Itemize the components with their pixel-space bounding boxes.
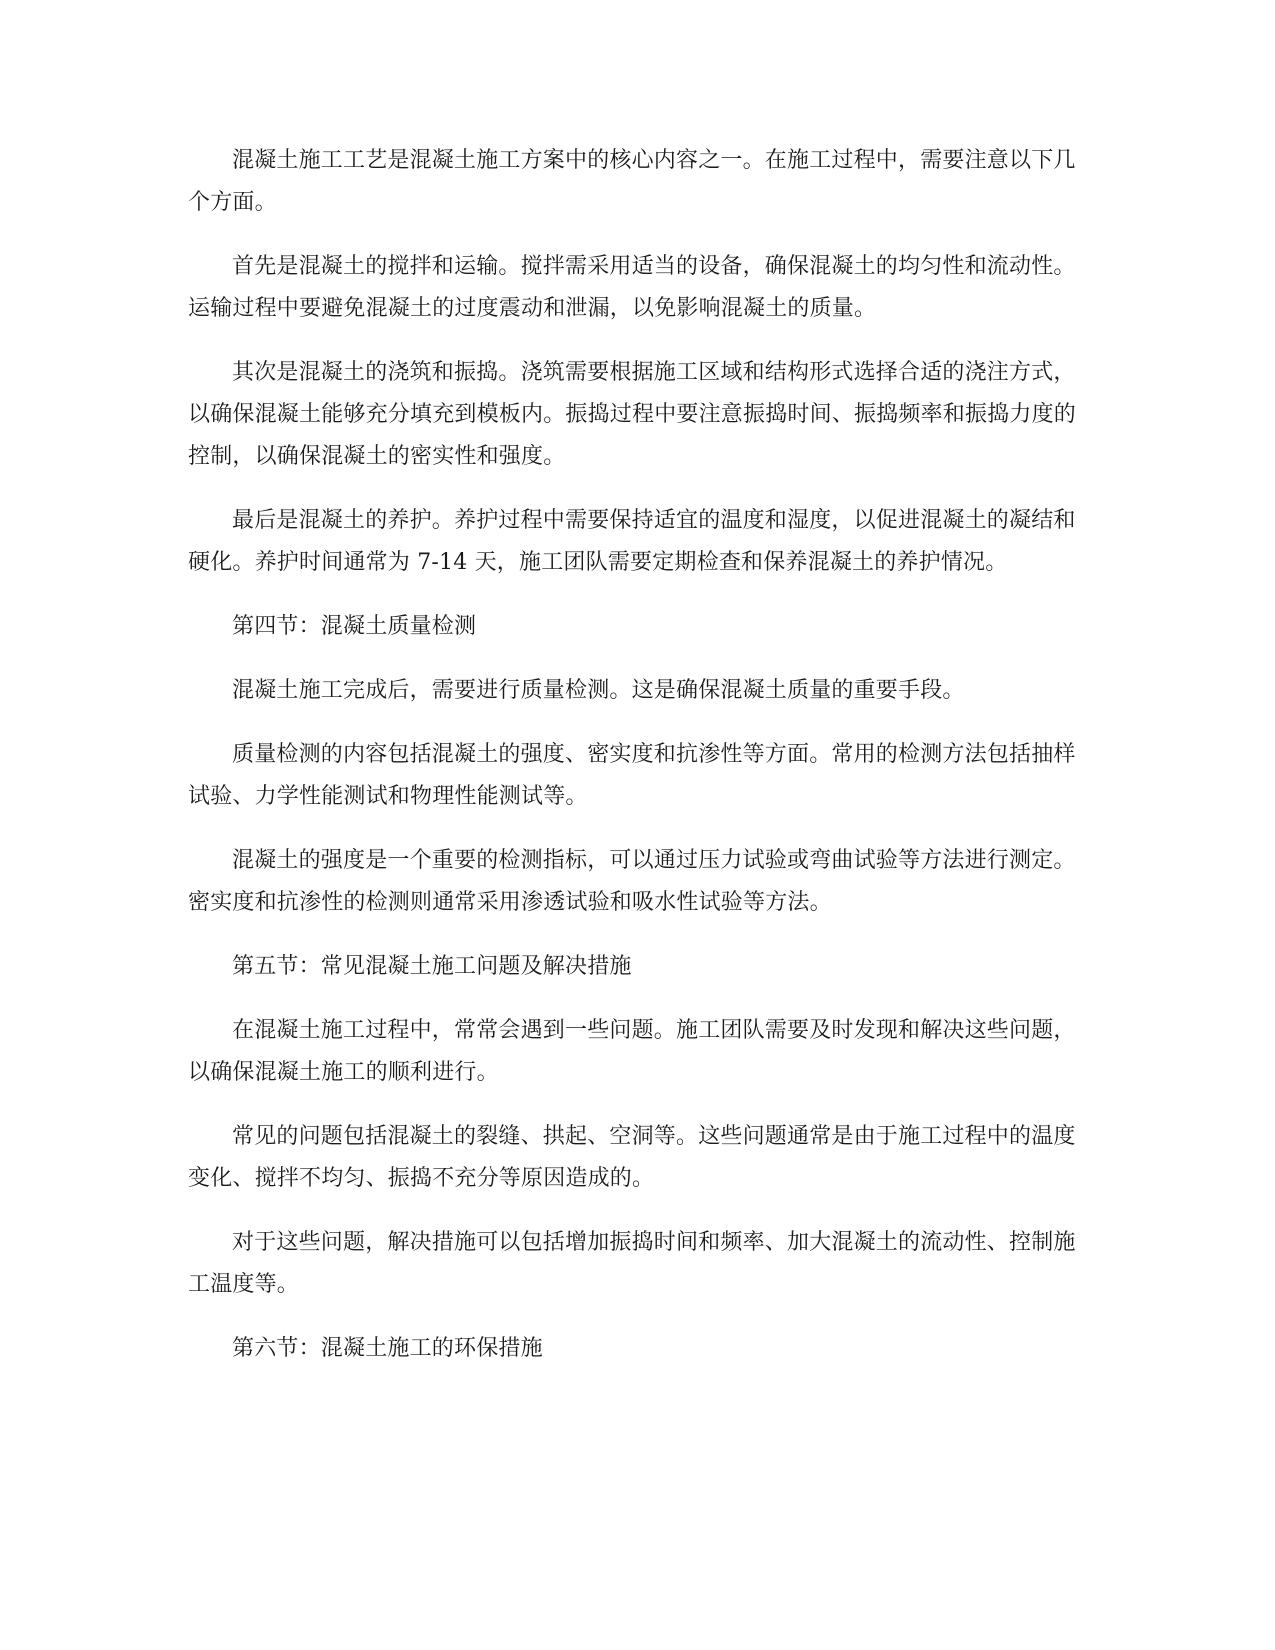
paragraph-process-intro: 混凝土施工工艺是混凝土施工方案中的核心内容之一。在施工过程中，需要注意以下几个方面。 (188, 148, 1076, 215)
section-heading-environmental: 第六节：混凝土施工的环保措施 (232, 1336, 543, 1361)
paragraph-mixing-transport: 首先是混凝土的搅拌和运输。搅拌需采用适当的设备，确保混凝土的均匀性和流动性。运输过程中要避免混凝土的过度震动和泄漏，以免影响混凝土的质量。 (188, 254, 1076, 321)
paragraph-problems-intro: 在混凝土施工过程中，常常会遇到一些问题。施工团队需要及时发现和解决这些问题，以确保混凝土施工的顺利进行。 (188, 1018, 1076, 1085)
section-heading-quality-testing: 第四节：混凝土质量检测 (232, 614, 477, 639)
paragraph-problem-types: 常见的问题包括混凝土的裂缝、拱起、空洞等。这些问题通常是由于施工过程中的温度变化、搅拌不均匀、振捣不充分等原因造成的。 (188, 1124, 1076, 1191)
paragraph-strength-testing: 混凝土的强度是一个重要的检测指标，可以通过压力试验或弯曲试验等方法进行测定。密实度和抗渗性的检测则通常采用渗透试验和吸水性试验等方法。 (188, 848, 1076, 915)
paragraph-testing-intro: 混凝土施工完成后，需要进行质量检测。这是确保混凝土质量的重要手段。 (232, 678, 965, 703)
paragraph-testing-content: 质量检测的内容包括混凝土的强度、密实度和抗渗性等方面。常用的检测方法包括抽样试验、力学性能测试和物理性能测试等。 (188, 742, 1076, 809)
paragraph-pouring-vibrating: 其次是混凝土的浇筑和振捣。浇筑需要根据施工区域和结构形式选择合适的浇注方式，以确保混凝土能够充分填充到模板内。振捣过程中要注意振捣时间、振捣频率和振捣力度的控制，以确保混凝土的密实性和强度。 (188, 360, 1077, 469)
paragraph-solutions: 对于这些问题，解决措施可以包括增加振捣时间和频率、加大混凝土的流动性、控制施工温度等。 (188, 1230, 1076, 1297)
document-body (188, 140, 1088, 1392)
paragraph-curing: 最后是混凝土的养护。养护过程中需要保持适宜的温度和湿度，以促进混凝土的凝结和硬化。养护时间通常为 7-14 天，施工团队需要定期检查和保养混凝土的养护情况。 (188, 508, 1076, 575)
section-heading-common-problems: 第五节：常见混凝土施工问题及解决措施 (232, 954, 632, 979)
